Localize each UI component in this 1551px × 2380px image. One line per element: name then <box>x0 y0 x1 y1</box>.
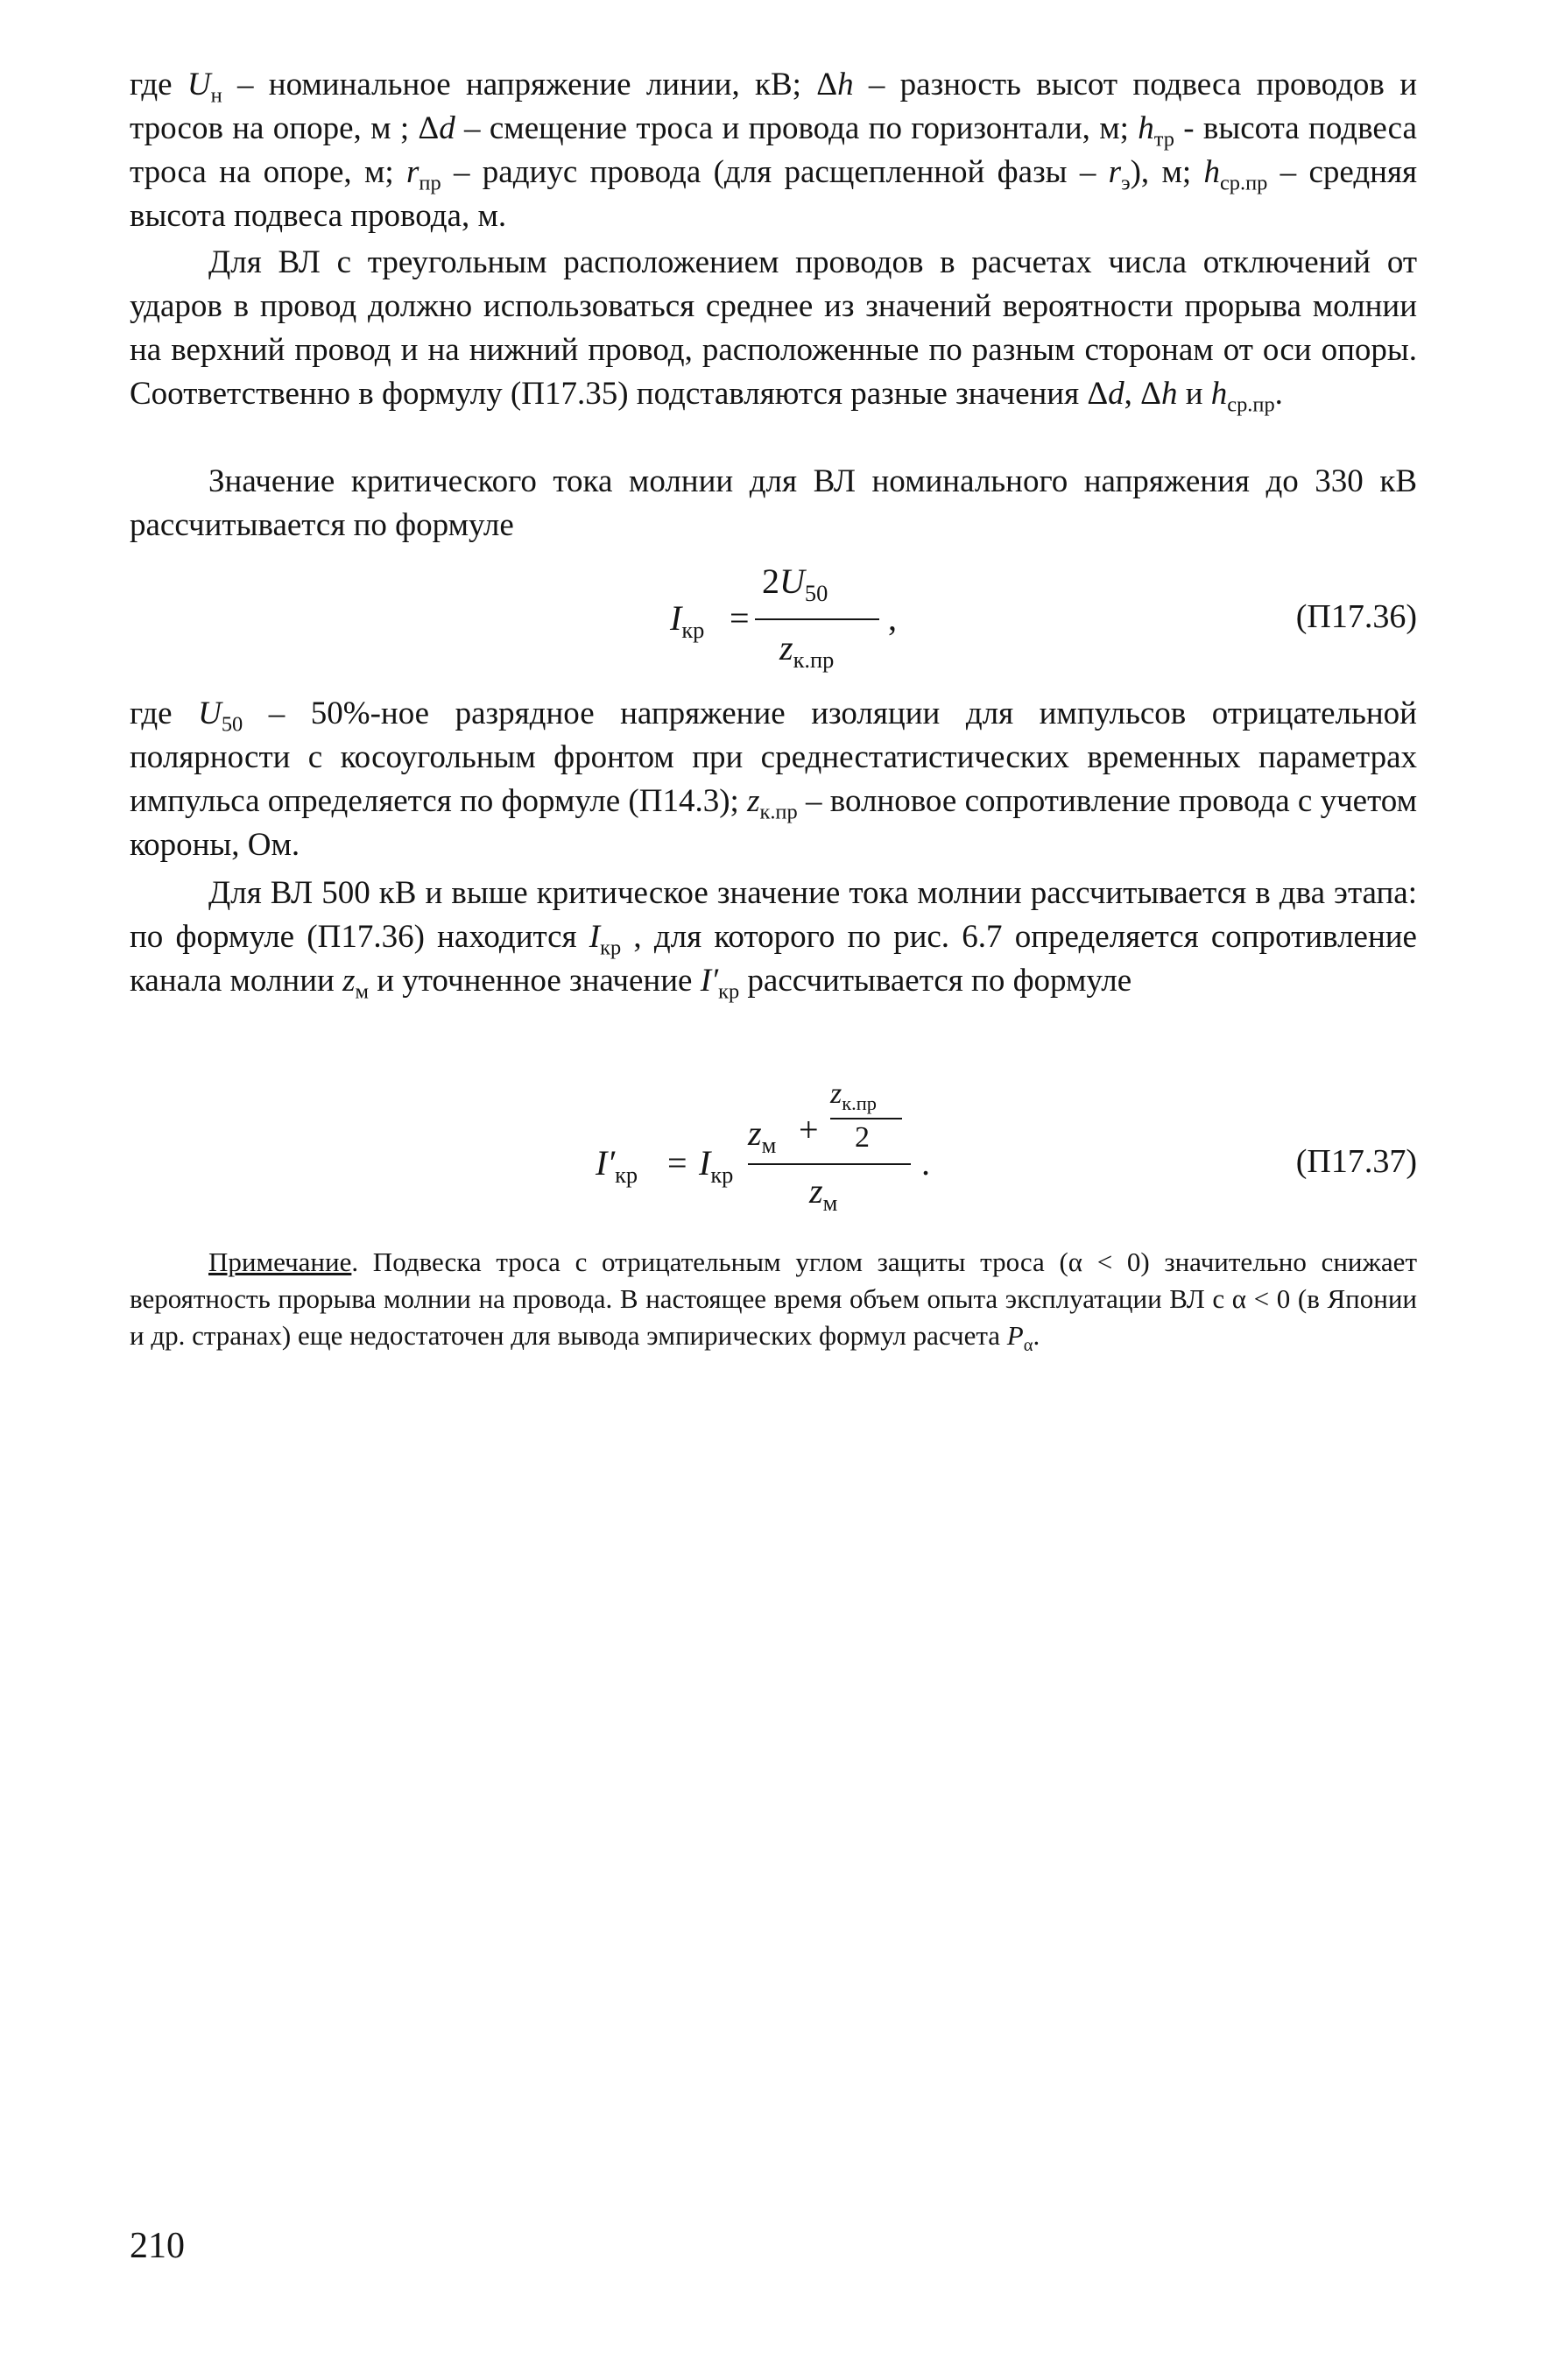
formula-number: (П17.36) <box>1295 598 1417 635</box>
text: и <box>1177 376 1211 412</box>
var-u: U <box>198 696 222 731</box>
equals-sign: = <box>667 1143 687 1183</box>
sub-alpha: α <box>1023 1336 1033 1356</box>
sub-kr: кр <box>718 979 740 1004</box>
text: где <box>130 67 187 102</box>
coef: 2 <box>762 561 779 601</box>
sub-kr: кр <box>615 1162 638 1189</box>
text: Для ВЛ с треугольным расположением проводов в расчетах числа отключений от ударов в провод должно использоваться среднее из значений вероятности прорыва молнии на верхний провод и на нижний провод, расположенные по разным сторонам от оси опоры. Соответственно в формулу (П17.35) подставляются разные значения Δ <box>130 244 1417 412</box>
text: Значение критического тока молнии для ВЛ номинального напряжения до 330 кВ рассчитывается по формуле <box>130 463 1417 543</box>
sub-50: 50 <box>804 580 828 607</box>
text: ), м; <box>1130 154 1204 190</box>
var-i: I <box>670 598 682 638</box>
var-z: z <box>748 1113 762 1153</box>
var-r-pr: r <box>405 154 419 190</box>
var-p: P <box>1006 1320 1024 1351</box>
var-d: d <box>1108 376 1124 412</box>
text: рассчитывается по формуле <box>739 963 1132 999</box>
var-h-sr: h <box>1203 154 1220 190</box>
paragraph-u50 <box>130 692 1417 867</box>
text: – 50%-ное разрядное напряжение изоляции для импульсов отрицательной полярности с косоугольным фронтом при среднестатистических временных параметрах импульса определяется по формуле (П14.3); <box>130 696 1417 819</box>
page-number: 210 <box>130 2226 185 2266</box>
inner-numerator <box>830 1077 877 1114</box>
inner-fraction-bar <box>830 1118 902 1119</box>
fraction-bar <box>755 618 879 620</box>
sub-k-pr: к.пр <box>759 800 798 824</box>
sub-m: м <box>761 1132 777 1159</box>
formula-p17-36 <box>130 561 1417 674</box>
formula-denominator <box>779 627 835 674</box>
text: . <box>1274 376 1283 412</box>
text: . Подвеска троса с отрицательным углом защиты троса (α < 0) значительно снижает вероятность прорыва молнии на провода. В настоящее время объем опыта эксплуатации ВЛ с α < 0 (в Японии и др. странах) еще недостаточен для вывода эмпирических формул расчета <box>130 1246 1417 1351</box>
inner-denominator: 2 <box>855 1121 870 1154</box>
var-u: U <box>187 67 211 102</box>
sub-m: м <box>355 979 369 1004</box>
formula-numerator <box>762 561 828 607</box>
paragraph-500kv <box>130 872 1417 1003</box>
text: – волновое сопротивление провода с учетом короны, Ом. <box>130 783 1417 863</box>
var-z: z <box>830 1077 842 1110</box>
var-z: z <box>779 628 793 667</box>
var-i: I <box>589 919 601 955</box>
sub-k-pr: к.пр <box>793 646 835 674</box>
sub-kr: кр <box>681 617 705 644</box>
numerator-zm <box>748 1112 777 1159</box>
formula-lhs <box>596 1142 638 1189</box>
note-block <box>130 1244 1417 1354</box>
var-d: d <box>439 110 455 146</box>
text: – смещение троса и провода по горизонтали, м; <box>455 110 1139 146</box>
var-i-prime: I′ <box>700 963 719 999</box>
var-z: z <box>747 783 760 819</box>
text: – номинальное напряжение линии, кВ; Δ <box>222 67 838 102</box>
fraction-bar <box>748 1163 911 1165</box>
text: – средняя высота подвеса провода, м. <box>130 154 1418 234</box>
formula-lhs <box>670 597 705 644</box>
paragraph-triangular <box>130 241 1417 416</box>
sub-sr-pr: ср.пр <box>1227 392 1275 417</box>
text: Для ВЛ 500 кВ и выше критическое значение тока молнии рассчитывается в два этапа: по формуле (П17.36) находится <box>130 875 1417 955</box>
var-i: I <box>699 1143 711 1183</box>
paragraph-critical-current <box>130 460 1417 547</box>
sub-tr: тр <box>1153 127 1174 152</box>
sub-kr: кр <box>600 936 622 960</box>
sub-m: м <box>822 1190 838 1217</box>
var-h: h <box>837 67 854 102</box>
var-z: z <box>342 963 356 999</box>
text: . <box>1033 1320 1040 1351</box>
sub-sr-pr: ср.пр <box>1219 171 1268 195</box>
plus-sign: + <box>799 1110 819 1149</box>
formula-factor <box>699 1142 734 1189</box>
sub-50: 50 <box>221 712 243 737</box>
sub-n: н <box>210 83 222 108</box>
text: – радиус провода (для расщепленной фазы – <box>441 154 1109 190</box>
formula-number: (П17.37) <box>1295 1143 1417 1180</box>
text: , для которого по рис. 6.7 определяется сопротивление канала молнии <box>130 919 1417 999</box>
sub-k-pr: к.пр <box>842 1091 877 1114</box>
formula-p17-37 <box>130 1077 1417 1218</box>
sub-e: э <box>1121 171 1131 195</box>
var-h: h <box>1160 376 1178 412</box>
var-h-tr: h <box>1138 110 1154 146</box>
text: где <box>130 696 199 731</box>
text: – разность высот подвеса проводов и тросов на опоре, м ; Δ <box>130 67 1417 146</box>
text: , Δ <box>1124 376 1161 412</box>
var-h-sr: h <box>1210 376 1228 412</box>
trailing-comma: , <box>888 598 897 638</box>
var-i-prime: I′ <box>596 1143 616 1183</box>
formula-denominator <box>809 1170 838 1217</box>
note-heading: Примечание <box>208 1246 352 1277</box>
sub-kr: кр <box>710 1162 734 1189</box>
trailing-period: . <box>921 1143 930 1183</box>
text: и уточненное значение <box>368 963 701 999</box>
sub-pr: пр <box>419 171 441 195</box>
var-u: U <box>779 561 805 601</box>
paragraph-definitions <box>130 63 1417 238</box>
var-z: z <box>809 1171 823 1211</box>
equals-sign: = <box>730 598 750 638</box>
var-r-e: r <box>1108 154 1122 190</box>
text: - высота подвеса троса на опоре, м; <box>130 110 1417 190</box>
